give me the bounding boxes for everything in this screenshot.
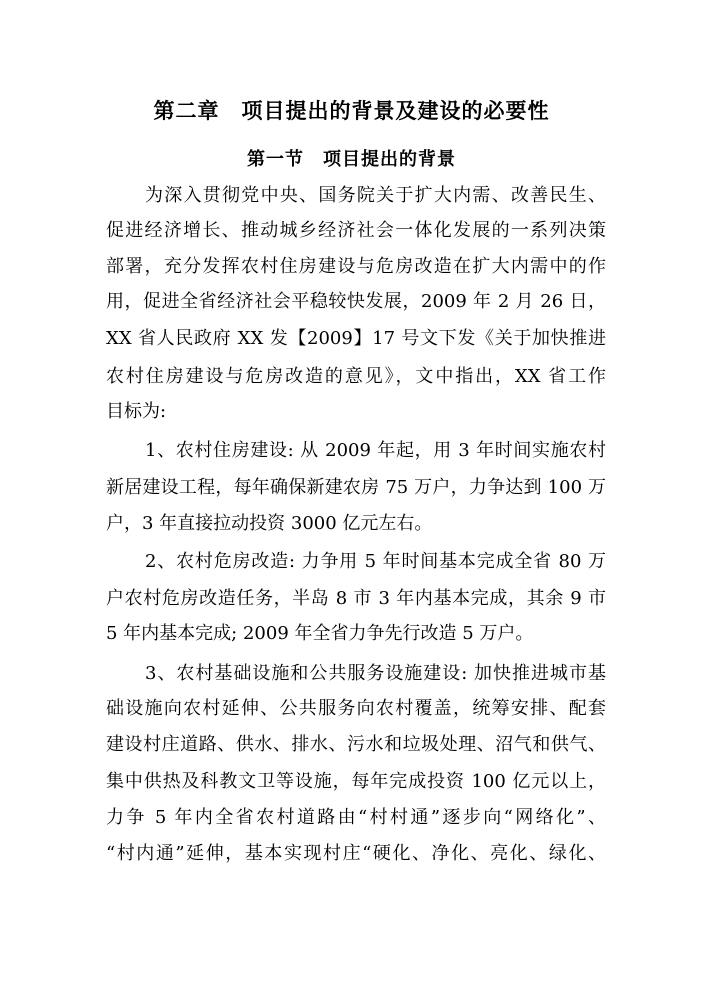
paragraph-line: 户，3 年直接拉动投资 3000 亿元左右。 — [106, 513, 433, 534]
paragraph-line: 部署，充分发挥农村住房建设与危房改造在扩大内需中的作 — [106, 256, 606, 277]
paragraph-line: 用，促进全省经济社会平稳较快发展，2009 年 2 月 26 日， — [106, 291, 606, 312]
paragraph-line: 新居建设工程，每年确保新建农房 75 万户，力争达到 100 万 — [106, 477, 606, 498]
paragraph-line: 建设村庄道路、供水、排水、污水和垃圾处理、沼气和供气、 — [106, 734, 606, 755]
paragraph-line: 促进经济增长、推动城乡经济社会一体化发展的一系列决策 — [106, 220, 606, 241]
paragraph-line: 5 年内基本完成; 2009 年全省力争先行改造 5 万户。 — [106, 623, 534, 644]
paragraph-line: XX 省人民政府 XX 发【2009】17 号文下发《关于加快推进 — [106, 328, 606, 349]
paragraph-line: 户农村危房改造任务，半岛 8 市 3 年内基本完成，其余 9 市 — [106, 588, 606, 609]
paragraph-line: 2、农村危房改造: 力争用 5 年时间基本完成全省 80 万 — [145, 551, 606, 572]
chapter-title: 第二章 项目提出的背景及建设的必要性 — [153, 98, 550, 123]
section-title: 第一节 项目提出的背景 — [247, 149, 456, 170]
paragraph-line: 集中供热及科教文卫等设施，每年完成投资 100 亿元以上， — [106, 771, 606, 792]
paragraph-line: “村内通”延伸，基本实现村庄“硬化、净化、亮化、绿化、 — [106, 843, 606, 864]
paragraph-line: 农村住房建设与危房改造的意见》，文中指出，XX 省工作 — [106, 366, 606, 387]
paragraph-line: 1、农村住房建设: 从 2009 年起，用 3 年时间实施农村 — [145, 440, 606, 461]
paragraph-line: 目标为: — [106, 401, 167, 422]
paragraph-line: 础设施向农村延伸、公共服务向农村覆盖，统筹安排、配套 — [106, 698, 606, 719]
paragraph-line: 为深入贯彻党中央、国务院关于扩大内需、改善民生、 — [145, 185, 606, 206]
paragraph-line: 3、农村基础设施和公共服务设施建设: 加快推进城市基 — [145, 663, 606, 684]
paragraph-line: 力争 5 年内全省农村道路由“村村通”逐步向“网络化”、 — [106, 807, 606, 828]
